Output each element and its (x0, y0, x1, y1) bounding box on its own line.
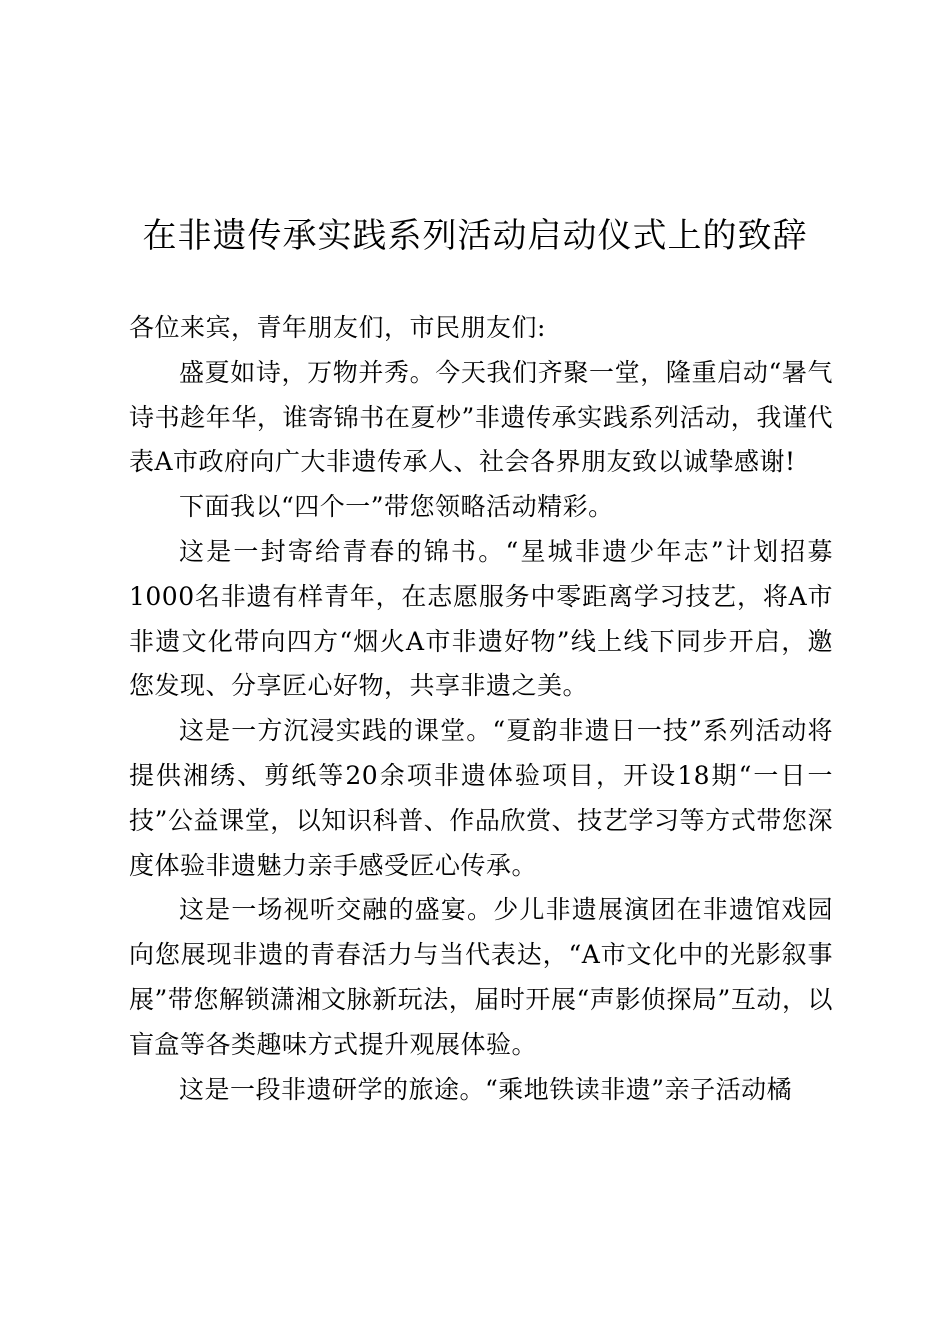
paragraph-classroom: 这是一方沉浸实践的课堂。“夏韵非遗日一技”系列活动将提供湘绣、剪纸等20余项非遗体验项目，开设18期“一日一技”公益课堂，以知识科普、作品欣赏、技艺学习等方式带您深度体验非遗魅力亲手感受匠心传承。 (129, 716, 833, 880)
document-title: 在非遗传承实践系列活动启动仪式上的致辞 (142, 216, 808, 256)
paragraph-intro: 下面我以“四个一”带您领略活动精彩。 (179, 492, 614, 522)
salutation: 各位来宾，青年朋友们，市民朋友们: (129, 313, 546, 342)
paragraph-feast: 这是一场视听交融的盛宴。少儿非遗展演团在非遗馆戏园向您展现非遗的青春活力与当代表达，“A市文化中的光影叙事展”带您解锁潇湘文脉新玩法，届时开展“声影侦探局”互动，以盲盒等各类趣味方式提升观展体验。 (129, 895, 833, 1059)
paragraph-journey: 这是一段非遗研学的旅途。“乘地铁读非遗”亲子活动橘 (179, 1074, 793, 1104)
document-body (129, 306, 833, 1112)
paragraph-opening: 盛夏如诗，万物并秀。今天我们齐聚一堂，隆重启动“暑气诗书趁年华，谁寄锦书在夏杪”非遗传承实践系列活动，我谨代表A市政府向广大非遗传承人、社会各界朋友致以诚挚感谢! (129, 357, 833, 477)
paragraph-letter: 这是一封寄给青春的锦书。“星城非遗少年志”计划招募1000名非遗有样青年，在志愿服务中零距离学习技艺，将A市非遗文化带向四方“烟火A市非遗好物”线上线下同步开启，邀您发现、分享匠心好物，共享非遗之美。 (129, 536, 833, 701)
